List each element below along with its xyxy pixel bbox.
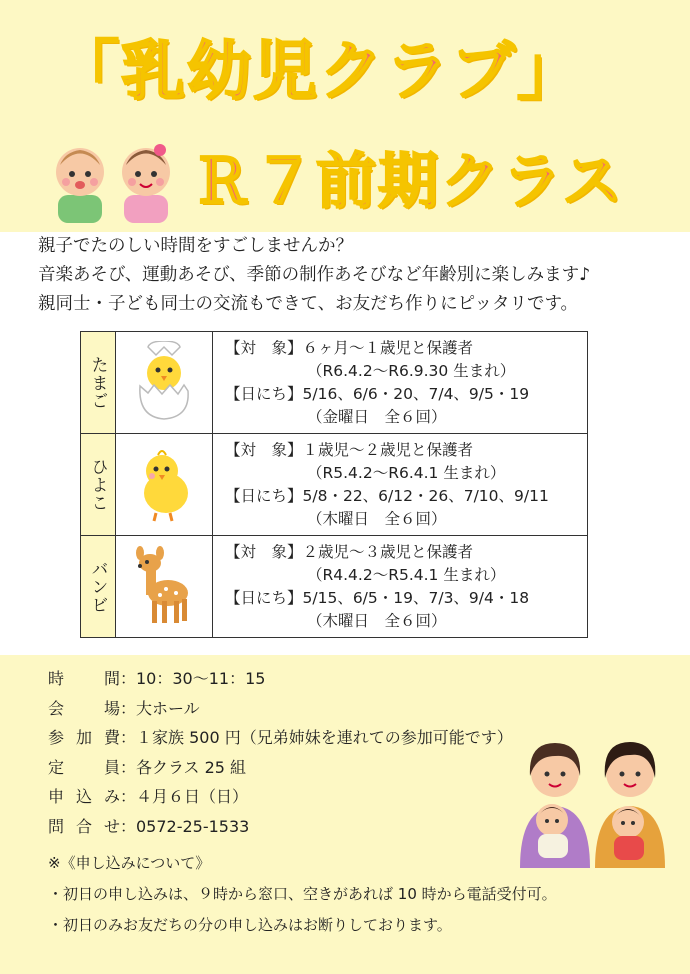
- schedule: （金曜日 全６回）: [307, 407, 447, 426]
- detail-label: 問合せ: [48, 816, 120, 836]
- detail-value: ：10：30～11：15: [120, 669, 266, 688]
- detail-fee: [48, 723, 513, 753]
- dates-label: 【日にち】: [225, 588, 303, 607]
- target-value: ６ヶ月～１歳児と保護者: [302, 338, 474, 357]
- detail-contact: [48, 812, 513, 842]
- event-details: [48, 664, 513, 841]
- detail-value: ：４月６日（日）: [120, 787, 249, 806]
- schedule: （木曜日 全６回）: [307, 611, 447, 630]
- class-info: [213, 434, 588, 536]
- class-info: [213, 536, 588, 638]
- class-table: [80, 331, 588, 638]
- detail-value: ：大ホール: [120, 698, 200, 718]
- dates-label: 【日にち】: [225, 486, 303, 505]
- parents-with-babies-icon: [510, 728, 675, 868]
- birth-range: （R6.4.2～R6.9.30 生まれ）: [307, 361, 516, 380]
- detail-application: [48, 782, 513, 812]
- target-label: 【対 象】: [225, 542, 303, 561]
- class-name: たまご: [81, 332, 116, 434]
- detail-time: [48, 664, 513, 694]
- detail-label: 定 員: [48, 757, 120, 777]
- class-name: ひよこ: [81, 434, 116, 536]
- detail-label: 参加費: [48, 728, 120, 747]
- title-sub: Ｒ７前期クラス: [192, 147, 625, 217]
- birth-range: （R5.4.2～R6.4.1 生まれ）: [307, 463, 506, 482]
- notes-item: ・初日のみお友だちの分の申し込みはお断りしております。: [48, 916, 452, 934]
- application-notes: [48, 848, 557, 941]
- dates-value: 5/8・22、6/12・26、7/10、9/11: [302, 486, 549, 505]
- class-row-tamago: [81, 332, 588, 434]
- detail-label: 申込み: [48, 787, 120, 806]
- detail-venue: [48, 694, 513, 724]
- schedule: （木曜日 全６回）: [307, 509, 447, 528]
- target-value: ２歳児～３歳児と保護者: [302, 542, 474, 561]
- target-label: 【対 象】: [225, 338, 303, 357]
- detail-value: ：0572-25-1533: [120, 816, 250, 836]
- detail-value: ：各クラス 25 組: [120, 757, 247, 777]
- birth-range: （R4.4.2～R5.4.1 生まれ）: [307, 565, 506, 584]
- intro-line: 親子でたのしい時間をすごしませんか？: [38, 236, 353, 256]
- intro-line: 音楽あそび、運動あそび、季節の制作あそびなど年齢別に楽しみます♪: [38, 265, 591, 285]
- intro-text: [38, 232, 678, 319]
- title-main: 「乳幼児クラブ」: [55, 35, 583, 109]
- dates-value: 5/16、6/6・20、7/4、9/5・19: [302, 384, 530, 403]
- class-info: [213, 332, 588, 434]
- target-value: １歳児～２歳児と保護者: [302, 440, 474, 459]
- detail-value: ：１家族 500 円（兄弟姉妹を連れての参加可能です）: [120, 728, 513, 747]
- intro-line: 親同士・子ども同士の交流もできて、お友だち作りにピッタリです。: [38, 294, 579, 314]
- class-row-hiyoko: [81, 434, 588, 536]
- class-row-bambi: [81, 536, 588, 638]
- class-image: [116, 434, 213, 536]
- detail-capacity: [48, 753, 513, 783]
- chick-icon: [134, 443, 194, 523]
- dates-label: 【日にち】: [225, 384, 303, 403]
- notes-item: ・初日の申し込みは、９時から窓口、空きがあれば 10 時から電話受付可。: [48, 885, 557, 903]
- detail-label: 時 間: [48, 669, 120, 688]
- fawn-icon: [132, 543, 196, 627]
- babies-illustration-icon: [50, 140, 180, 225]
- class-image: [116, 332, 213, 434]
- class-name: バンビ: [81, 536, 116, 638]
- notes-heading: ※《申し込みについて》: [48, 854, 211, 872]
- detail-label: 会 場: [48, 698, 120, 718]
- hatching-chick-icon: [134, 341, 194, 421]
- dates-value: 5/15、6/5・19、7/3、9/4・18: [302, 588, 530, 607]
- class-image: [116, 536, 213, 638]
- target-label: 【対 象】: [225, 440, 303, 459]
